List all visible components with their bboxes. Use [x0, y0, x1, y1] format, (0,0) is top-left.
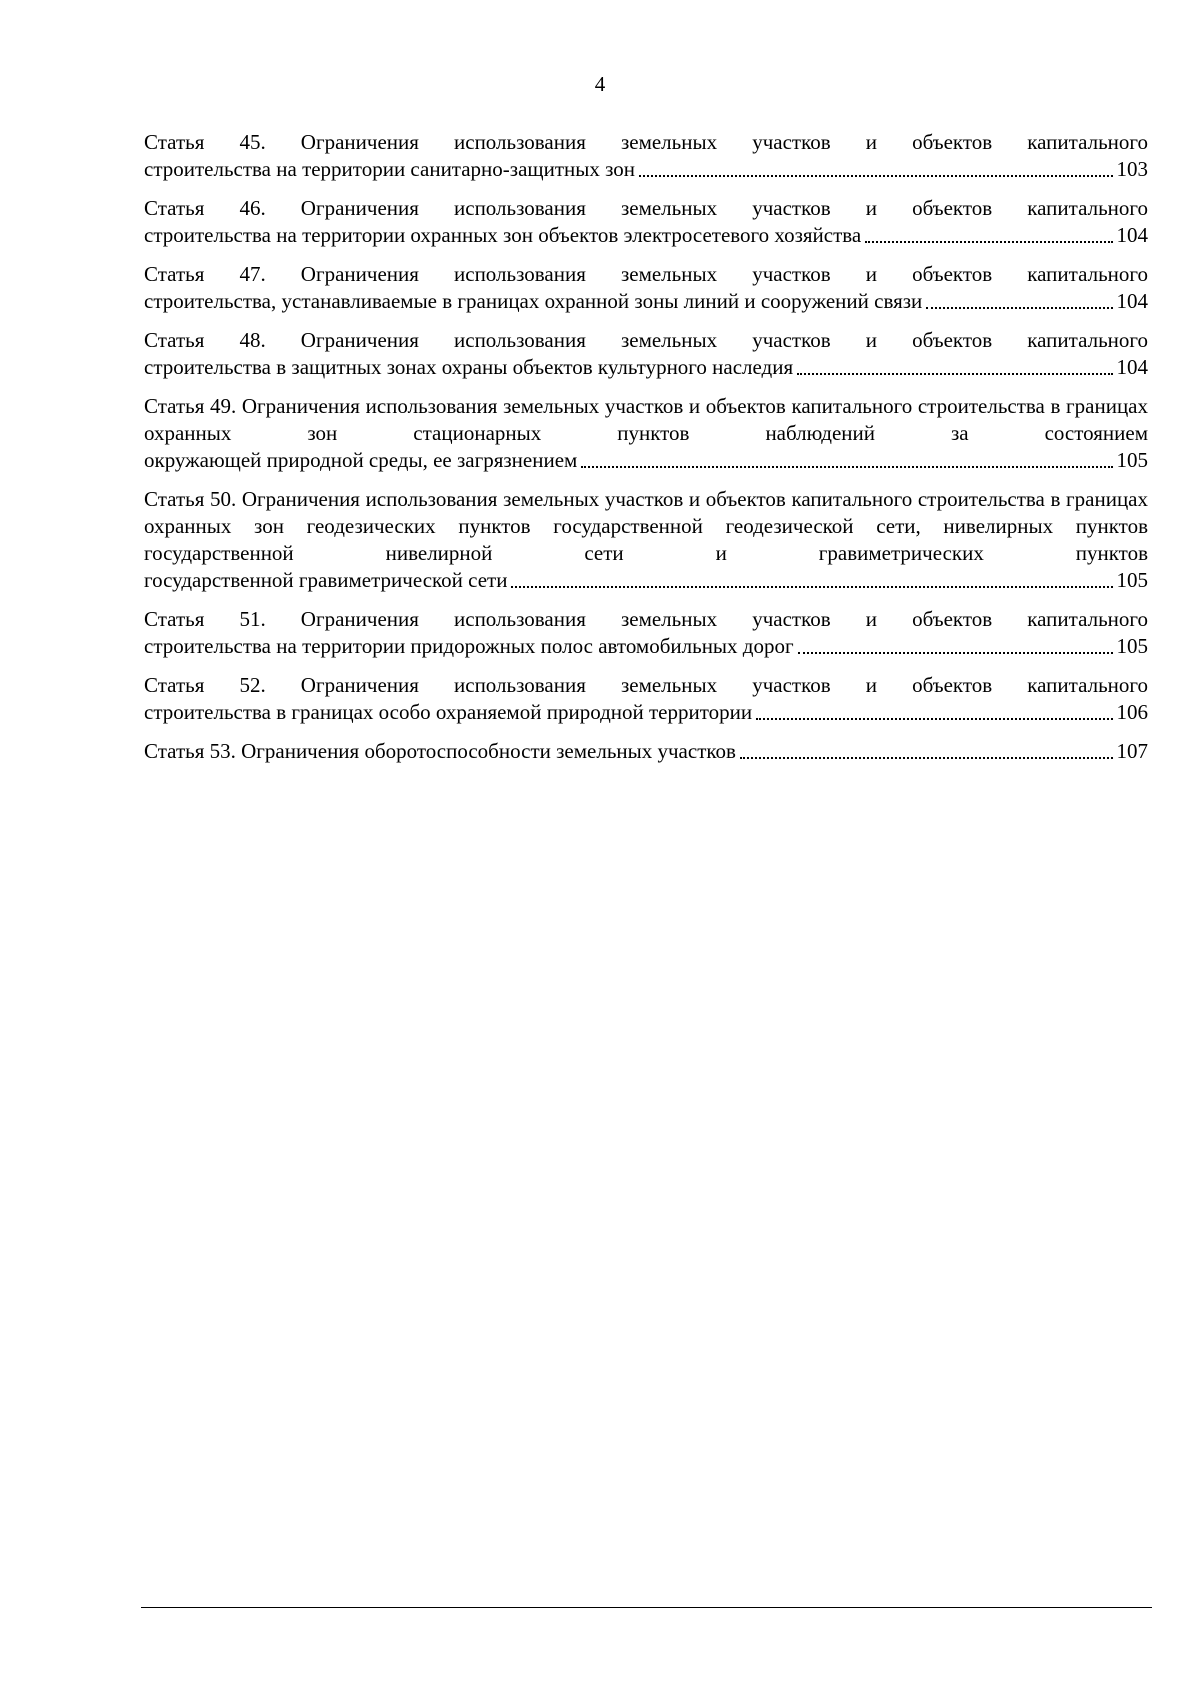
toc-entry-text: Статья 49. Ограничения использования земельных участков и объектов капитального строительства в границах охранных зон стационарных пунктов наблюдений за состоянием	[144, 394, 1148, 445]
footer-divider	[141, 1607, 1152, 1608]
toc-page-number: 106	[1116, 700, 1148, 724]
toc-entry-text-end: государственной гравиметрической сети	[144, 568, 508, 592]
toc-entry-45[interactable]	[144, 129, 1148, 183]
toc-entry-last-line	[144, 156, 1148, 183]
toc-entry-text: Статья 48. Ограничения использования земельных участков и объектов капитального	[144, 328, 1148, 352]
toc-entry-text: Статья 46. Ограничения использования земельных участков и объектов капитального	[144, 196, 1148, 220]
toc-entry-51[interactable]	[144, 606, 1148, 660]
dot-leader	[798, 652, 1113, 654]
toc-entry-text: Статья 51. Ограничения использования земельных участков и объектов капитального	[144, 607, 1148, 631]
toc-entry-52[interactable]	[144, 672, 1148, 726]
toc-entry-text-end: строительства в защитных зонах охраны объектов культурного наследия	[144, 355, 794, 379]
dot-leader	[740, 757, 1113, 759]
toc-page-number: 104	[1116, 223, 1148, 247]
toc-entry-last-line	[144, 738, 1148, 765]
toc-entry-53[interactable]	[144, 738, 1148, 765]
toc-entry-text: Статья 45. Ограничения использования земельных участков и объектов капитального	[144, 130, 1148, 154]
page-number: 4	[594, 72, 606, 96]
toc-entry-text: Статья 47. Ограничения использования земельных участков и объектов капитального	[144, 262, 1148, 286]
toc-entry-last-line	[144, 633, 1148, 660]
toc-entry-last-line	[144, 288, 1148, 315]
toc-page-number: 104	[1116, 289, 1148, 313]
toc-page-number: 105	[1116, 568, 1148, 592]
toc-entry-text-end: строительства в границах особо охраняемой природной территории	[144, 700, 753, 724]
toc-entry-49[interactable]	[144, 393, 1148, 474]
toc-entry-50[interactable]	[144, 486, 1148, 594]
toc-entry-last-line	[144, 447, 1148, 474]
toc-page-number: 104	[1116, 355, 1148, 379]
toc-entry-last-line	[144, 222, 1148, 249]
toc-page-number: 105	[1116, 448, 1148, 472]
toc-page-number: 103	[1116, 157, 1148, 181]
toc-entry-text-end: строительства на территории охранных зон объектов электросетевого хозяйства	[144, 223, 862, 247]
toc-entry-text-end: строительства на территории придорожных полос автомобильных дорог	[144, 634, 794, 658]
toc-entry-48[interactable]	[144, 327, 1148, 381]
toc-entry-46[interactable]	[144, 195, 1148, 249]
toc-page-number: 107	[1116, 739, 1148, 763]
dot-leader	[756, 718, 1112, 720]
toc-entry-last-line	[144, 354, 1148, 381]
toc-entry-last-line	[144, 567, 1148, 594]
table-of-contents	[144, 129, 1148, 777]
dot-leader	[581, 466, 1112, 468]
dot-leader	[797, 373, 1112, 375]
toc-entry-text-end: Статья 53. Ограничения оборотоспособности земельных участков	[144, 739, 736, 763]
dot-leader	[865, 241, 1112, 243]
dot-leader	[926, 307, 1112, 309]
toc-entry-47[interactable]	[144, 261, 1148, 315]
toc-entry-text-end: строительства на территории санитарно-защитных зон	[144, 157, 635, 181]
toc-page-number: 105	[1116, 634, 1148, 658]
toc-entry-text: Статья 52. Ограничения использования земельных участков и объектов капитального	[144, 673, 1148, 697]
toc-entry-text-end: строительства, устанавливаемые в границах охранной зоны линий и сооружений связи	[144, 289, 923, 313]
toc-entry-text: Статья 50. Ограничения использования земельных участков и объектов капитального строительства в границах охранных зон геодезических пунктов государственной геодезической сети, нивелирных пунктов государственной нивелирной сети и гравиметрических пунктов	[144, 487, 1148, 565]
dot-leader	[511, 586, 1112, 588]
toc-entry-text-end: окружающей природной среды, ее загрязнением	[144, 448, 578, 472]
dot-leader	[639, 175, 1113, 177]
toc-entry-last-line	[144, 699, 1148, 726]
